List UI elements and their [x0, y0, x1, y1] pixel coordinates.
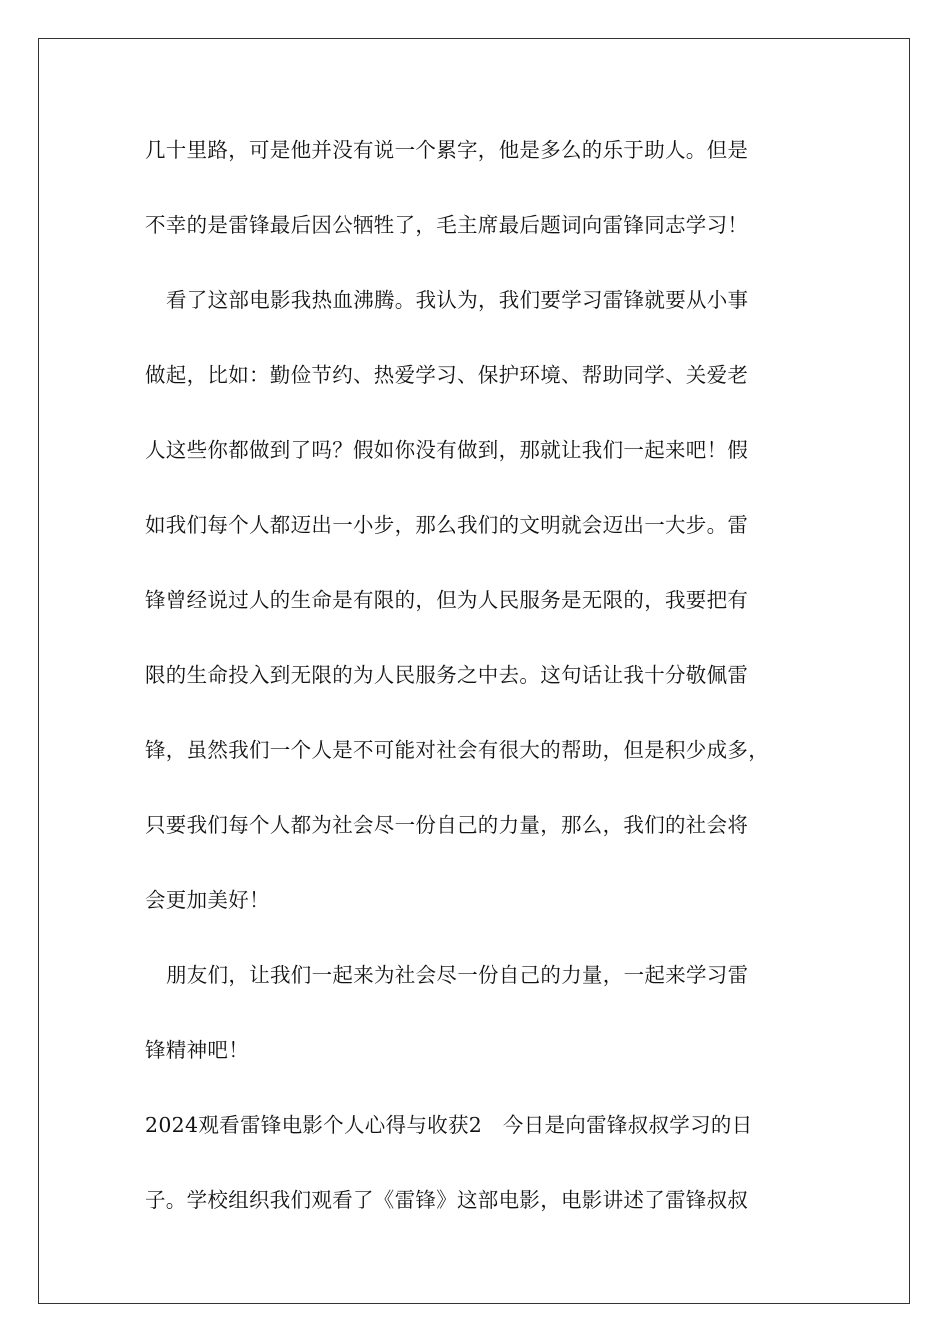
- text-line: 限的生命投入到无限的为人民服务之中去。这句话让我十分敬佩雷: [145, 663, 749, 687]
- text-line: 锋曾经说过人的生命是有限的，但为人民服务是无限的，我要把有: [145, 588, 749, 612]
- document-body: [145, 128, 805, 1253]
- text-line: 锋，虽然我们一个人是不可能对社会有很大的帮助，但是积少成多，: [145, 738, 769, 762]
- text-line: 几十里路，可是他并没有说一个累字，他是多么的乐于助人。但是: [145, 138, 749, 162]
- text-line: 如我们每个人都迈出一小步，那么我们的文明就会迈出一大步。雷: [145, 513, 749, 537]
- text-line: 只要我们每个人都为社会尽一份自己的力量，那么，我们的社会将: [145, 813, 749, 837]
- text-line: 朋友们，让我们一起来为社会尽一份自己的力量，一起来学习雷: [166, 963, 749, 987]
- text-line: 做起，比如：勤俭节约、热爱学习、保护环境、帮助同学、关爱老: [145, 363, 749, 387]
- text-line: 锋精神吧！: [145, 1038, 249, 1062]
- text-line: 子。学校组织我们观看了《雷锋》这部电影，电影讲述了雷锋叔叔: [145, 1188, 749, 1212]
- text-line: 2024观看雷锋电影个人心得与收获2 今日是向雷锋叔叔学习的日: [145, 1113, 753, 1137]
- text-line: 会更加美好！: [145, 888, 270, 912]
- text-line: 不幸的是雷锋最后因公牺牲了，毛主席最后题词向雷锋同志学习！: [145, 213, 749, 237]
- text-line: 看了这部电影我热血沸腾。我认为，我们要学习雷锋就要从小事: [166, 288, 749, 312]
- text-line: 人这些你都做到了吗？假如你没有做到，那就让我们一起来吧！假: [145, 438, 749, 462]
